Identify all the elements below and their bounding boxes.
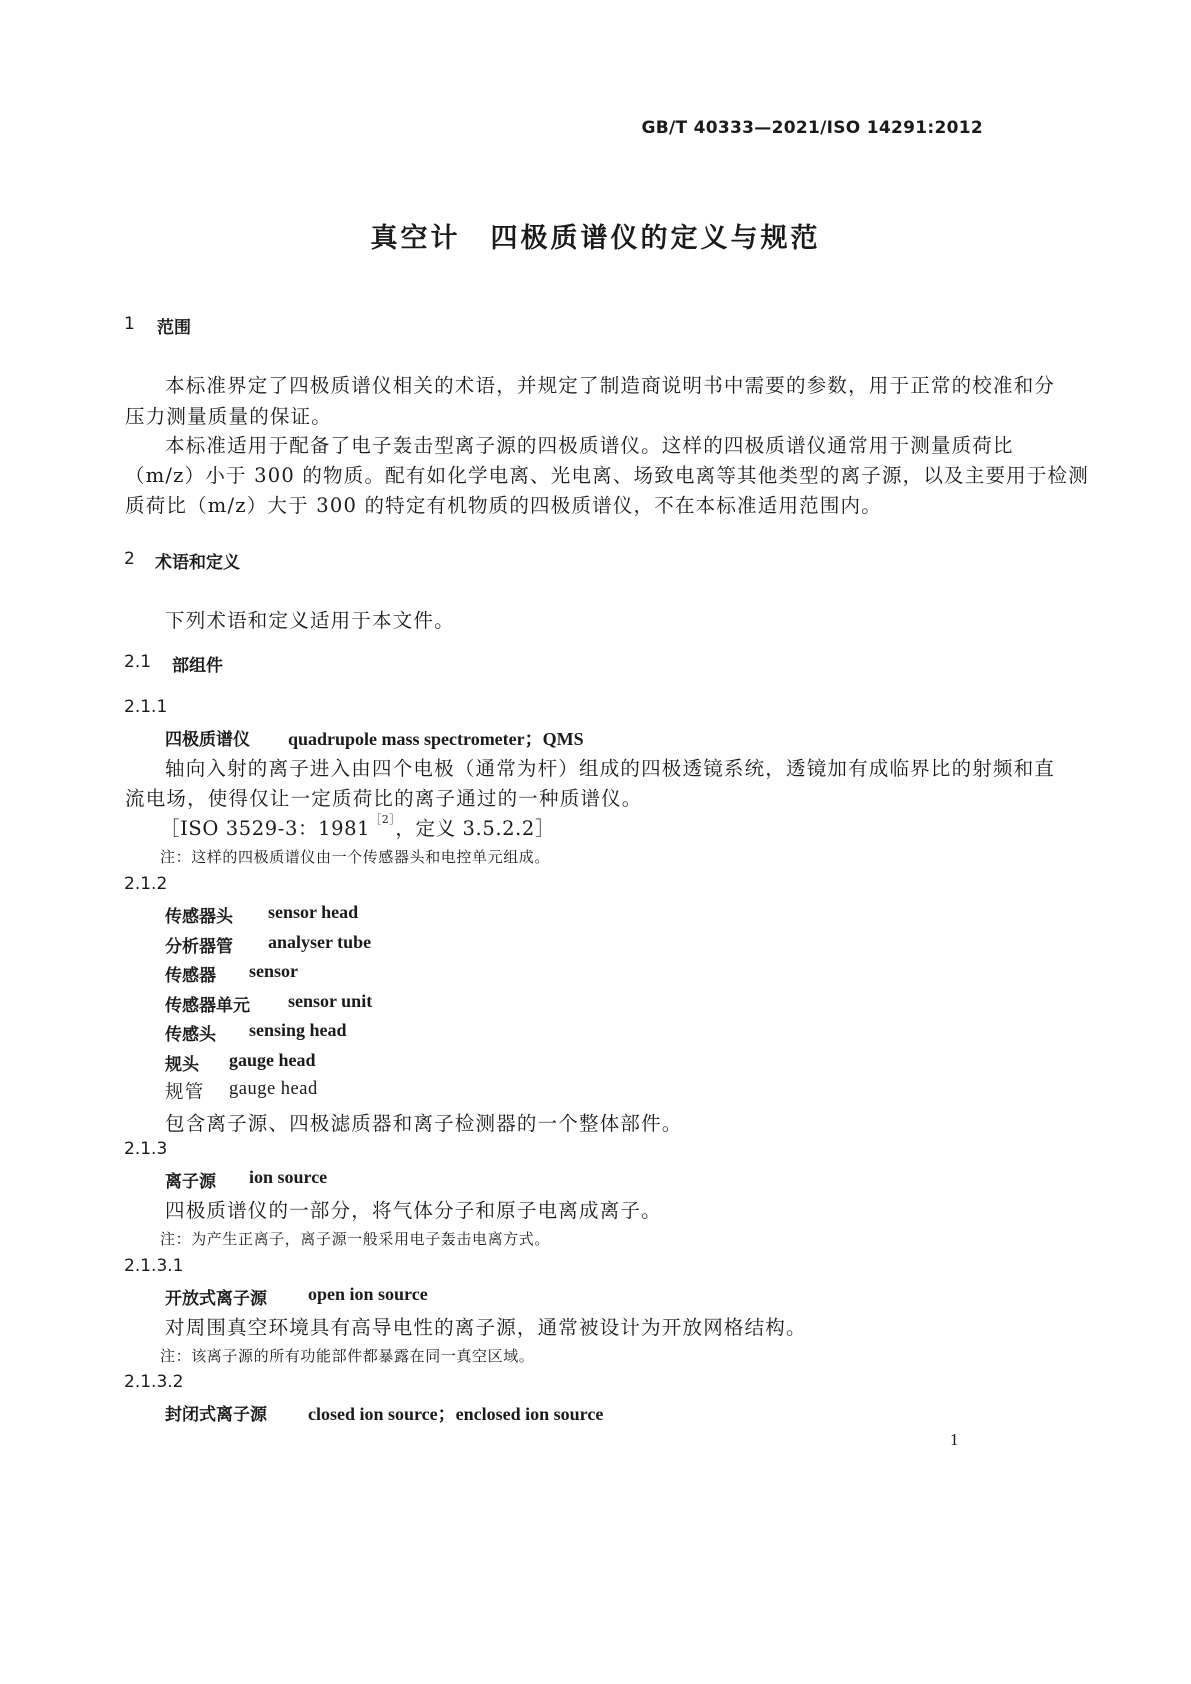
section-1-title: 范围	[157, 318, 191, 338]
entry-2-1-3-term-en: ion source	[249, 1167, 328, 1187]
entry-2-1-1-definition-line-1: 轴向入射的离子进入由四个电极（通常为杆）组成的四极透镜系统，透镜加有成临界比的射频和直	[165, 757, 1056, 780]
entry-2-1-3-number: 2.1.3	[124, 1139, 168, 1159]
entry-2-1-1-note: 注：这样的四极质谱仪由一个传感器头和电控单元组成。	[160, 848, 551, 866]
section-1-paragraph-1-line-2: 压力测量质量的保证。	[125, 405, 333, 428]
entry-2-1-3-1-term-en: open ion source	[308, 1284, 428, 1304]
entry-2-1-3-2-term-en: closed ion source；enclosed ion source	[308, 1404, 604, 1424]
entry-2-1-1-term-cn: 四极质谱仪	[165, 730, 250, 750]
entry-2-1-2-term-3-cn: 传感器	[165, 966, 216, 986]
page-number: 1	[950, 1430, 959, 1449]
entry-2-1-1-term-en: quadrupole mass spectrometer；QMS	[288, 729, 584, 749]
entry-2-1-1-source-clause: ，定义 3.5.2.2］	[395, 817, 556, 840]
entry-2-1-3-definition: 四极质谱仪的一部分，将气体分子和原子电离成离子。	[165, 1199, 662, 1222]
section-2-number: 2	[124, 549, 135, 569]
section-2-1-number: 2.1	[124, 652, 152, 672]
entry-2-1-1-number: 2.1.1	[124, 697, 168, 717]
entry-2-1-3-1-term-cn: 开放式离子源	[165, 1289, 267, 1309]
entry-2-1-3-1-note: 注：该离子源的所有功能部件都暴露在同一真空区域。	[160, 1347, 535, 1365]
entry-2-1-1-definition-line-2: 流电场，使得仅让一定质荷比的离子通过的一种质谱仪。	[125, 787, 643, 810]
entry-2-1-2-term-2-cn: 分析器管	[165, 937, 233, 957]
entry-2-1-2-term-4-en: sensor unit	[288, 991, 373, 1011]
section-1-paragraph-2-line-2: （m/z）小于 300 的物质。配有如化学电离、光电离、场致电离等其他类型的离子源，以及主要用于检测	[125, 464, 1089, 487]
section-2-title: 术语和定义	[155, 553, 240, 573]
entry-2-1-3-1-definition: 对周围真空环境具有高导电性的离子源，通常被设计为开放网格结构。	[165, 1316, 807, 1339]
entry-2-1-2-term-1-cn: 传感器头	[165, 907, 233, 927]
section-2-1-title: 部组件	[172, 656, 223, 676]
section-1-number: 1	[124, 314, 135, 334]
section-1-paragraph-2-line-3: 质荷比（m/z）大于 300 的特定有机物质的四极质谱仪，不在本标准适用范围内。	[125, 494, 882, 517]
entry-2-1-2-deprecated-cn: 规管	[165, 1082, 205, 1103]
entry-2-1-2-term-5-en: sensing head	[249, 1020, 347, 1040]
entry-2-1-2-deprecated-en: gauge head	[229, 1079, 318, 1099]
entry-2-1-3-note: 注：为产生正离子，离子源一般采用电子轰击电离方式。	[160, 1230, 551, 1248]
entry-2-1-2-term-2-en: analyser tube	[268, 932, 372, 952]
entry-2-1-2-number: 2.1.2	[124, 874, 168, 894]
entry-2-1-1-source	[160, 813, 555, 841]
entry-2-1-2-term-1-en: sensor head	[268, 902, 359, 922]
entry-2-1-2-term-6-en: gauge head	[229, 1050, 316, 1070]
entry-2-1-1-source-ref: ［ISO 3529-3：1981	[160, 817, 371, 840]
section-1-paragraph-2-line-1: 本标准适用于配备了电子轰击型离子源的四极质谱仪。这样的四极质谱仪通常用于测量质荷比	[165, 434, 1014, 457]
standard-number: GB/T 40333—2021/ISO 14291:2012	[641, 118, 983, 138]
entry-2-1-3-2-term-cn: 封闭式离子源	[165, 1405, 267, 1425]
entry-2-1-2-term-4-cn: 传感器单元	[165, 996, 250, 1016]
section-2-intro: 下列术语和定义适用于本文件。	[165, 609, 455, 632]
entry-2-1-2-term-3-en: sensor	[249, 961, 298, 981]
entry-2-1-3-term-cn: 离子源	[165, 1172, 216, 1192]
document-title: 真空计 四极质谱仪的定义与规范	[370, 223, 821, 254]
entry-2-1-1-source-citation: ［2］	[370, 813, 396, 826]
entry-2-1-2-term-6-cn: 规头	[165, 1055, 199, 1075]
entry-2-1-2-definition: 包含离子源、四极滤质器和离子检测器的一个整体部件。	[165, 1112, 683, 1135]
entry-2-1-3-2-number: 2.1.3.2	[124, 1372, 184, 1392]
section-1-paragraph-1-line-1: 本标准界定了四极质谱仪相关的术语，并规定了制造商说明书中需要的参数，用于正常的校准和分	[165, 374, 1056, 397]
entry-2-1-2-term-5-cn: 传感头	[165, 1025, 216, 1045]
entry-2-1-3-1-number: 2.1.3.1	[124, 1256, 184, 1276]
